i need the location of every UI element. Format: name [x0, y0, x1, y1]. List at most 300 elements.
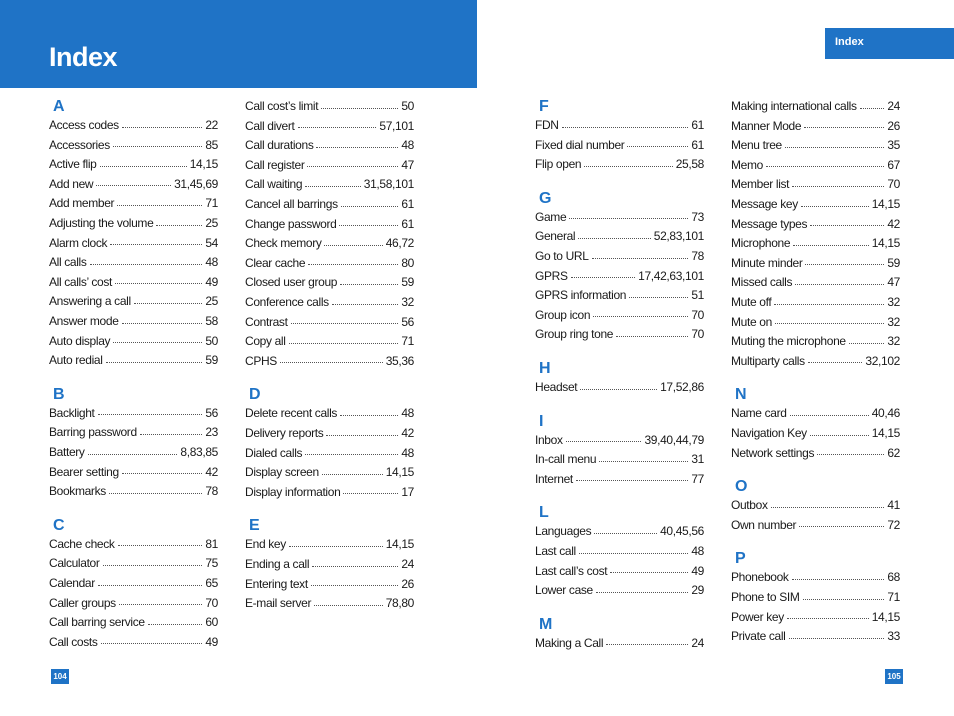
dot-leader: [616, 336, 688, 337]
dot-leader: [579, 553, 688, 554]
dot-leader: [339, 225, 398, 226]
index-entry-term: Bearer setting: [49, 464, 119, 479]
index-entry: [731, 425, 900, 441]
index-entry-term: Clear cache: [245, 255, 306, 270]
dot-leader: [596, 592, 688, 593]
index-entry: [535, 117, 704, 133]
index-entry: [245, 216, 414, 232]
dot-leader: [100, 166, 187, 167]
index-entry-pages: 40,46: [871, 406, 900, 421]
dot-leader: [134, 303, 203, 304]
index-entry-pages: 77: [691, 471, 704, 486]
index-entry-term: Caller groups: [49, 595, 116, 610]
index-entry-term: Group ring tone: [535, 327, 614, 342]
dot-leader: [566, 441, 642, 442]
index-entry: [731, 333, 900, 349]
index-entry: [731, 497, 900, 513]
index-entry-pages: 25: [205, 294, 218, 309]
dot-leader: [98, 414, 203, 415]
index-entry: [535, 432, 704, 448]
dot-leader: [792, 579, 885, 580]
index-entry-pages: 24: [401, 557, 414, 571]
dot-leader: [804, 127, 884, 128]
index-entry: [49, 274, 218, 290]
index-entry: [535, 379, 704, 395]
index-entry-pages: 29: [691, 583, 704, 598]
index-entry-pages: 26: [887, 118, 900, 133]
dot-leader: [341, 206, 399, 207]
index-entry: [49, 117, 218, 133]
dot-leader: [860, 108, 885, 109]
index-entry: [49, 424, 218, 440]
index-entry-term: Cache check: [49, 536, 115, 551]
index-entry-term: Game: [535, 209, 567, 224]
index-entry-term: Own number: [731, 517, 797, 532]
index-entry-pages: 78: [691, 249, 704, 263]
index-entry-pages: 14,15: [871, 609, 900, 624]
index-entry-pages: 17: [401, 484, 414, 499]
index-entry-term: Phone to SIM: [731, 590, 800, 604]
index-entry-pages: 75: [205, 556, 218, 571]
index-entry: [49, 195, 218, 211]
dot-leader: [98, 585, 202, 586]
dot-leader: [578, 238, 651, 239]
index-entry-pages: 49: [205, 274, 218, 289]
index-entry: [245, 595, 414, 611]
index-entry-term: Name card: [731, 406, 787, 421]
index-entry-pages: 25,58: [675, 157, 704, 172]
index-letter-d: D: [249, 386, 261, 404]
index-entry-pages: 17,42,63,101: [638, 268, 704, 283]
index-entry-term: Manner Mode: [731, 118, 802, 133]
index-entry-term: Headset: [535, 380, 578, 394]
index-entry-pages: 35: [887, 138, 900, 153]
dot-leader: [799, 526, 884, 527]
index-entry-pages: 48: [401, 138, 414, 153]
index-entry-term: Add new: [49, 176, 94, 191]
index-entry-pages: 71: [401, 334, 414, 349]
index-entry-term: Last call’s cost: [535, 563, 608, 578]
index-entry: [731, 255, 900, 271]
index-entry-term: Microphone: [731, 236, 791, 251]
index-entry-term: Phonebook: [731, 570, 789, 585]
index-entry-term: Power key: [731, 609, 784, 624]
dot-leader: [305, 186, 361, 187]
index-entry-pages: 78,80: [385, 596, 414, 611]
index-entry: [535, 228, 704, 244]
index-entry: [49, 614, 218, 630]
dot-leader: [627, 146, 688, 147]
index-entry: [535, 635, 704, 651]
index-entry: [535, 523, 704, 539]
dot-leader: [312, 566, 398, 567]
index-entry-pages: 61: [401, 216, 414, 231]
index-letter-l: L: [539, 504, 549, 522]
dot-leader: [314, 605, 383, 606]
index-entry: [245, 235, 414, 251]
index-entry-term: Bookmarks: [49, 484, 106, 499]
index-entry: [245, 98, 414, 114]
index-entry-term: Inbox: [535, 432, 563, 447]
dot-leader: [562, 127, 689, 128]
index-entry-pages: 56: [205, 405, 218, 420]
index-entry-term: Call costs: [49, 634, 98, 649]
index-entry-pages: 48: [401, 445, 414, 460]
page-number-right: 105: [885, 669, 903, 684]
dot-leader: [122, 127, 203, 128]
index-entry-pages: 71: [887, 590, 900, 604]
index-entry-pages: 81: [205, 536, 218, 551]
index-entry-pages: 70: [691, 327, 704, 342]
index-entry-pages: 54: [205, 235, 218, 250]
index-entry-term: Message types: [731, 216, 808, 231]
index-entry-pages: 48: [691, 544, 704, 558]
index-entry: [731, 609, 900, 625]
index-entry-pages: 31: [691, 452, 704, 467]
index-entry-term: FDN: [535, 118, 559, 132]
dot-leader: [110, 244, 202, 245]
dot-leader: [122, 323, 203, 324]
index-entry: [49, 176, 218, 192]
index-entry-term: General: [535, 229, 576, 244]
index-entry: [245, 333, 414, 349]
index-entry-pages: 25: [205, 216, 218, 230]
index-entry-term: Call divert: [245, 118, 295, 133]
index-entry-term: Call durations: [245, 138, 314, 153]
index-entry-term: Copy all: [245, 334, 286, 349]
index-letter-m: M: [539, 615, 553, 633]
index-entry-pages: 49: [691, 563, 704, 578]
index-entry: [49, 405, 218, 421]
index-entry-term: Answer mode: [49, 314, 119, 328]
dot-leader: [156, 225, 202, 226]
index-letter-h: H: [539, 360, 551, 377]
dot-leader: [326, 435, 398, 436]
index-entry-term: Message key: [731, 197, 798, 211]
index-entry-term: Battery: [49, 445, 85, 459]
dot-leader: [113, 146, 203, 147]
dot-leader: [771, 507, 885, 508]
index-entry-term: Change password: [245, 216, 337, 231]
index-letter-a: A: [53, 98, 65, 115]
dot-leader: [324, 245, 382, 246]
index-entry-term: GPRS information: [535, 288, 627, 303]
index-entry: [245, 176, 414, 192]
index-entry: [245, 445, 414, 461]
section-tab-label: Index: [835, 36, 864, 48]
index-entry: [49, 575, 218, 591]
index-entry-term: All calls: [49, 255, 87, 270]
index-entry-term: Call waiting: [245, 177, 303, 192]
index-entry: [245, 274, 414, 290]
dot-leader: [774, 304, 884, 305]
dot-leader: [569, 218, 688, 219]
index-entry-pages: 48: [205, 255, 218, 270]
index-entry: [535, 209, 704, 225]
index-entry: [49, 352, 218, 368]
dot-leader: [140, 434, 203, 435]
dot-leader: [307, 166, 398, 167]
index-entry-pages: 85: [205, 137, 218, 152]
index-entry: [245, 576, 414, 592]
index-entry: [535, 248, 704, 264]
dot-leader: [332, 304, 399, 305]
index-entry: [245, 157, 414, 173]
index-entry-pages: 32: [887, 295, 900, 309]
index-letter-p: P: [735, 550, 746, 568]
index-entry-term: Access codes: [49, 118, 119, 132]
index-entry-term: Outbox: [731, 498, 768, 513]
index-entry: [731, 445, 900, 461]
index-entry-pages: 17,52,86: [660, 380, 704, 394]
index-entry: [245, 464, 414, 480]
dot-leader: [103, 565, 203, 566]
dot-leader: [119, 604, 203, 605]
index-entry: [49, 313, 218, 329]
index-entry-pages: 59: [887, 255, 900, 270]
index-entry-term: Accessories: [49, 137, 110, 152]
index-entry: [245, 353, 414, 369]
dot-leader: [787, 618, 869, 619]
index-entry-term: Navigation Key: [731, 426, 807, 440]
index-entry: [535, 543, 704, 559]
dot-leader: [606, 644, 688, 645]
index-entry: [535, 268, 704, 284]
index-entry: [731, 589, 900, 605]
index-entry-term: Menu tree: [731, 138, 782, 153]
dot-leader: [316, 147, 398, 148]
dot-leader: [594, 533, 657, 534]
dot-leader: [803, 599, 885, 600]
index-entry-pages: 62: [887, 445, 900, 460]
index-entry-term: Dialed calls: [245, 445, 303, 460]
dot-leader: [789, 638, 885, 639]
index-entry-pages: 40,45,56: [660, 524, 704, 539]
index-entry: [49, 137, 218, 153]
index-entry: [49, 333, 218, 349]
dot-leader: [321, 108, 398, 109]
index-entry-term: Flip open: [535, 157, 582, 172]
index-entry-term: Delete recent calls: [245, 406, 338, 421]
dot-leader: [118, 545, 203, 546]
index-entry: [731, 314, 900, 330]
dot-leader: [340, 415, 398, 416]
index-entry-pages: 23: [205, 425, 218, 440]
index-entry-pages: 22: [205, 118, 218, 132]
index-entry: [49, 293, 218, 309]
index-entry: [49, 464, 218, 480]
dot-leader: [96, 185, 171, 186]
dot-leader: [795, 284, 884, 285]
index-entry: [245, 425, 414, 441]
index-entry-term: Muting the microphone: [731, 334, 846, 349]
dot-leader: [280, 362, 383, 363]
index-entry-term: Conference calls: [245, 295, 329, 309]
index-entry-pages: 32,102: [865, 353, 900, 368]
index-entry-term: Barring password: [49, 425, 137, 440]
dot-leader: [790, 415, 869, 416]
index-entry-term: Network settings: [731, 445, 815, 460]
index-entry-term: Call register: [245, 157, 305, 172]
index-entry-pages: 73: [691, 209, 704, 224]
dot-leader: [109, 493, 202, 494]
index-entry-pages: 24: [691, 635, 704, 650]
index-entry-term: Mute off: [731, 295, 772, 309]
index-entry-pages: 65: [205, 576, 218, 590]
index-entry-term: Mute on: [731, 314, 772, 329]
index-entry: [731, 137, 900, 153]
index-entry-term: Entering text: [245, 576, 308, 591]
index-entry-pages: 47: [401, 157, 414, 172]
index-entry-term: GPRS: [535, 268, 568, 283]
index-entry: [49, 215, 218, 231]
index-entry-term: Making international calls: [731, 99, 857, 113]
index-entry: [535, 307, 704, 323]
index-letter-c: C: [53, 516, 65, 534]
dot-leader: [785, 147, 884, 148]
index-entry-pages: 50: [401, 99, 414, 113]
dot-leader: [599, 461, 688, 462]
index-entry-pages: 39,40,44,79: [644, 432, 704, 447]
dot-leader: [343, 493, 398, 494]
index-entry-term: Active flip: [49, 157, 97, 172]
index-entry-term: Member list: [731, 177, 790, 192]
index-entry: [731, 196, 900, 212]
index-entry-pages: 78: [205, 484, 218, 499]
index-entry-pages: 14,15: [871, 236, 900, 251]
index-entry-pages: 61: [691, 137, 704, 152]
index-entry-pages: 48: [401, 406, 414, 421]
index-entry: [731, 628, 900, 644]
index-entry-pages: 42: [205, 464, 218, 479]
dot-leader: [106, 362, 203, 363]
index-entry-term: Languages: [535, 524, 592, 539]
index-entry: [535, 582, 704, 598]
index-entry-pages: 60: [205, 615, 218, 630]
index-entry-pages: 33: [887, 629, 900, 644]
dot-leader: [584, 166, 673, 167]
index-entry-term: Auto redial: [49, 353, 103, 368]
index-entry: [245, 118, 414, 134]
index-entry-pages: 51: [691, 288, 704, 303]
index-entry-term: Auto display: [49, 333, 111, 348]
dot-leader: [308, 264, 398, 265]
index-entry-term: Display information: [245, 484, 341, 499]
index-entry: [49, 595, 218, 611]
index-entry-term: Making a Call: [535, 635, 604, 650]
index-entry: [245, 294, 414, 310]
dot-leader: [298, 127, 377, 128]
index-entry-pages: 32: [401, 295, 414, 309]
index-entry-term: End key: [245, 537, 286, 552]
index-entry-pages: 14,15: [871, 426, 900, 440]
index-letter-b: B: [53, 385, 65, 403]
index-entry: [245, 536, 414, 552]
index-entry: [731, 176, 900, 192]
dot-leader: [305, 454, 398, 455]
index-entry-pages: 14,15: [189, 157, 218, 172]
index-entry-pages: 56: [401, 314, 414, 329]
index-entry-pages: 70: [691, 307, 704, 322]
index-entry-term: Last call: [535, 544, 576, 558]
dot-leader: [311, 585, 399, 586]
dot-leader: [113, 342, 202, 343]
index-entry-pages: 67: [887, 157, 900, 172]
dot-leader: [289, 546, 383, 547]
index-entry: [535, 287, 704, 303]
index-entry: [49, 483, 218, 499]
dot-leader: [849, 343, 885, 344]
index-entry-pages: 70: [205, 595, 218, 610]
index-entry-term: Alarm clock: [49, 235, 108, 250]
index-entry-pages: 42: [887, 216, 900, 231]
index-entry: [245, 255, 414, 271]
dot-leader: [766, 166, 884, 167]
page-title: Index: [49, 42, 118, 72]
index-entry-term: Cancel all barrings: [245, 197, 338, 211]
index-entry-term: Group icon: [535, 307, 591, 322]
index-letter-n: N: [735, 386, 747, 404]
index-entry-term: Missed calls: [731, 275, 793, 290]
index-entry-pages: 49: [205, 634, 218, 649]
index-entry-pages: 14,15: [385, 465, 414, 480]
index-entry: [49, 536, 218, 552]
index-entry-term: All calls’ cost: [49, 274, 112, 289]
index-entry-pages: 80: [401, 255, 414, 270]
section-tab: [825, 28, 954, 59]
index-entry-term: Delivery reports: [245, 426, 324, 440]
dot-leader: [792, 186, 884, 187]
index-letter-o: O: [735, 478, 748, 496]
dot-leader: [289, 343, 399, 344]
dot-leader: [810, 225, 884, 226]
index-entry: [245, 196, 414, 212]
index-entry: [535, 326, 704, 342]
index-entry-pages: 32: [887, 314, 900, 329]
index-entry: [731, 274, 900, 290]
dot-leader: [90, 264, 203, 265]
dot-leader: [322, 474, 383, 475]
index-letter-i: I: [539, 412, 544, 430]
index-entry: [49, 235, 218, 251]
index-entry-term: Call barring service: [49, 615, 145, 630]
index-entry-pages: 14,15: [871, 197, 900, 211]
index-entry-pages: 61: [401, 197, 414, 211]
index-entry-term: Backlight: [49, 405, 95, 420]
dot-leader: [610, 572, 688, 573]
dot-leader: [793, 245, 869, 246]
dot-leader: [817, 454, 884, 455]
index-entry: [731, 235, 900, 251]
index-entry-pages: 47: [887, 275, 900, 290]
page-number-left: 104: [51, 669, 69, 684]
index-entry-pages: 58: [205, 314, 218, 328]
dot-leader: [117, 205, 202, 206]
index-entry-term: Adjusting the volume: [49, 216, 154, 230]
index-entry-pages: 46,72: [385, 236, 414, 251]
index-entry-term: Check memory: [245, 236, 322, 251]
index-entry-pages: 26: [401, 576, 414, 591]
dot-leader: [122, 473, 203, 474]
dot-leader: [101, 643, 203, 644]
index-entry: [731, 216, 900, 232]
dot-leader: [805, 264, 884, 265]
index-entry-term: Display screen: [245, 465, 319, 480]
index-entry-pages: 70: [887, 177, 900, 192]
index-letter-e: E: [249, 517, 260, 535]
index-entry: [731, 98, 900, 114]
index-entry: [535, 471, 704, 487]
